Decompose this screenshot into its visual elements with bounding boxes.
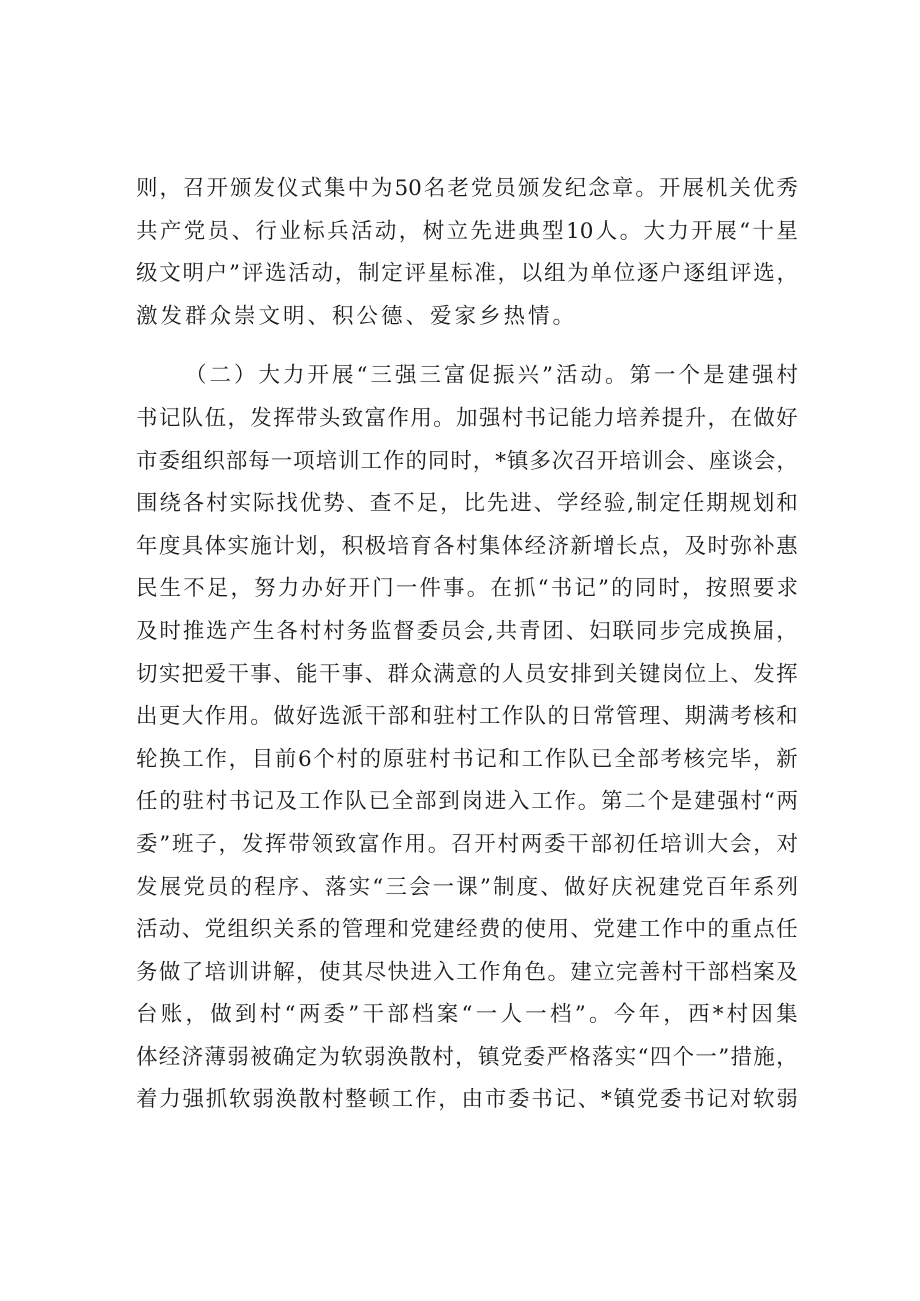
text-line: 市 委 组 织 部 每 一 项 培 训 工 作 的 同 时 ， * 镇 多 次 召 开 培 训 会 、 座 谈 会 ， [136, 448, 798, 474]
text-line: 任 的 驻 村 书 记 及 工 作 队 已 全 部 到 岗 进 入 工 作 。 第 二 个 是 建 强 村 “ 两 [136, 789, 798, 815]
text-line: 着 力 强 抓 软 弱 涣 散 村 整 顿 工 作 ， 由 市 委 书 记 、 * 镇 党 委 书 记 对 软 弱 [136, 1087, 798, 1113]
text-line: 切 实 把 爱 干 事 、 能 干 事 、 群 众 满 意 的 人 员 安 排 到 关 键 岗 位 上 、 发 挥 [136, 661, 798, 687]
text-line: 活 动 、 党 组 织 关 系 的 管 理 和 党 建 经 费 的 使 用 、 党 建 工 作 中 的 重 点 任 [136, 917, 798, 943]
text-line: 共 产 党 员 、 行 业 标 兵 活 动 ， 树 立 先 进 典 型 10 人 。 大 力 开 展 “ 十 星 [136, 218, 798, 244]
paragraph-2 [136, 355, 798, 1122]
text-line: 台 账 ， 做 到 村 “ 两 委 ” 干 部 档 案 “ 一 人 一 档 ” 。 今 年 ， 西 * 村 因 集 [136, 1002, 798, 1028]
text-line: （ 二 ） 大 力 开 展 “ 三 强 三 富 促 振 兴 ” 活 动 。 第 一 个 是 建 强 村 [185, 363, 798, 389]
text-line: 民 生 不 足 ， 努 力 办 好 开 门 一 件 事 。 在 抓 “ 书 记 ” 的 同 时 ， 按 照 要 求 [136, 576, 798, 602]
text-line: 书 记 队 伍 ， 发 挥 带 头 致 富 作 用 。 加 强 村 书 记 能 力 培 养 提 升 ， 在 做 好 [136, 405, 798, 431]
text-line: 务 做 了 培 训 讲 解 ， 使 其 尽 快 进 入 工 作 角 色 。 建 立 完 善 村 干 部 档 案 及 [136, 959, 798, 985]
text-line: 委 ” 班 子 ， 发 挥 带 领 致 富 作 用 。 召 开 村 两 委 干 部 初 任 培 训 大 会 ， 对 [136, 831, 798, 857]
text-line: 年 度 具 体 实 施 计 划 ， 积 极 培 育 各 村 集 体 经 济 新 增 长 点 ， 及 时 弥 补 惠 [136, 533, 798, 559]
paragraph-spacing [136, 338, 798, 355]
text-line: 轮 换 工 作 ， 目 前 6 个 村 的 原 驻 村 书 记 和 工 作 队 已 全 部 考 核 完 毕 ， 新 [136, 746, 798, 772]
text-line: 体 经 济 薄 弱 被 确 定 为 软 弱 涣 散 村 ， 镇 党 委 严 格 落 实 “ 四 个 一 ” 措 施 ， [136, 1044, 798, 1070]
text-line: 级 文 明 户 ” 评 选 活 动 ， 制 定 评 星 标 准 ， 以 组 为 单 位 逐 户 逐 组 评 选 ， [136, 261, 798, 287]
paragraph-1 [136, 168, 798, 338]
text-line: 出 更 大 作 用 。 做 好 选 派 干 部 和 驻 村 工 作 队 的 日 常 管 理 、 期 满 考 核 和 [136, 704, 798, 730]
text-line: 激发群众崇文明、积公德、爱家乡热情。 [136, 303, 578, 329]
text-line: 围 绕 各 村 实 际 找 优 势 、 查 不 足 ， 比 先 进 、 学 经 验 , 制 定 任 期 规 划 和 [136, 491, 798, 517]
text-line: 发 展 党 员 的 程 序 、 落 实 “ 三 会 一 课 ” 制 度 、 做 好 庆 祝 建 党 百 年 系 列 [136, 874, 798, 900]
document-body [136, 168, 798, 1122]
text-line: 则 ， 召 开 颁 发 仪 式 集 中 为 50 名 老 党 员 颁 发 纪 念 章 。 开 展 机 关 优 秀 [136, 176, 798, 201]
text-line: 及 时 推 选 产 生 各 村 村 务 监 督 委 员 会 , 共 青 团 、 妇 联 同 步 完 成 换 届 ， [136, 618, 798, 644]
